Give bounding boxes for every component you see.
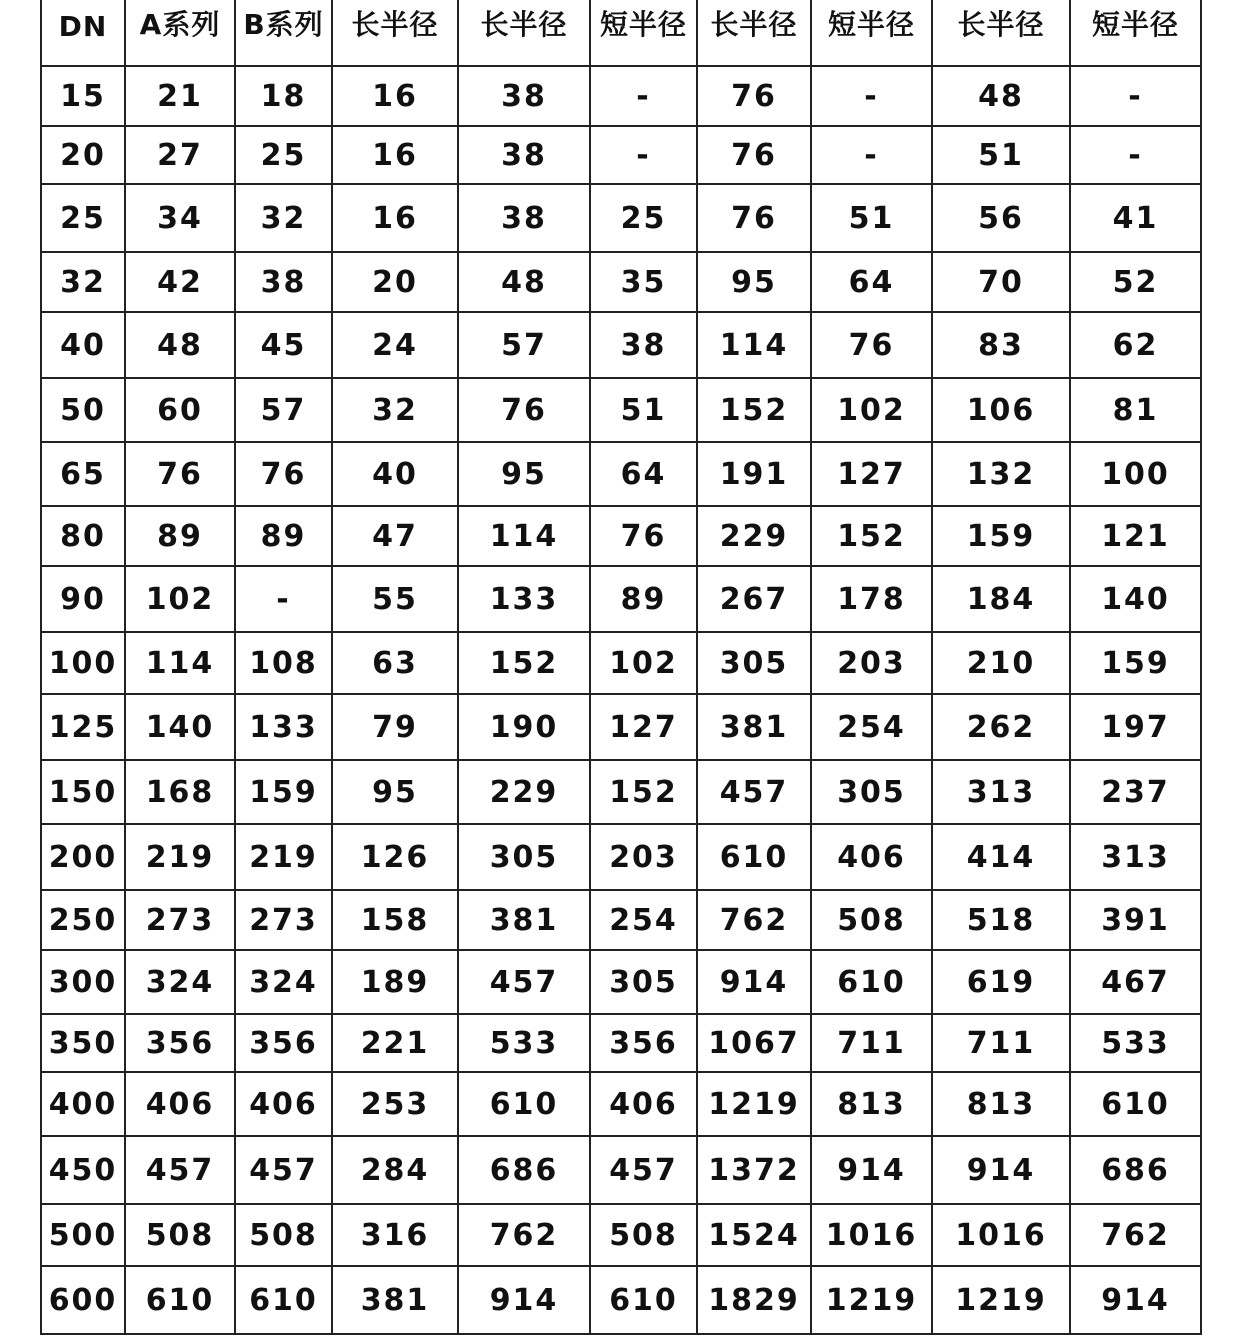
header-row bbox=[41, 0, 1201, 66]
table-cell: 40 bbox=[332, 442, 458, 506]
table-cell: 305 bbox=[458, 824, 590, 890]
table-cell: 1829 bbox=[697, 1266, 811, 1334]
table-cell: 219 bbox=[125, 824, 235, 890]
table-cell: 45 bbox=[235, 312, 332, 378]
table-cell: 51 bbox=[590, 378, 697, 442]
table-cell: 114 bbox=[697, 312, 811, 378]
table-cell: 95 bbox=[332, 760, 458, 824]
table-row bbox=[41, 184, 1201, 252]
table-row bbox=[41, 1266, 1201, 1334]
table-cell: 76 bbox=[590, 506, 697, 566]
table-cell: 62 bbox=[1070, 312, 1201, 378]
table-cell: 762 bbox=[458, 1204, 590, 1266]
table-cell: 114 bbox=[125, 632, 235, 694]
table-cell: 38 bbox=[458, 126, 590, 184]
table-cell: 51 bbox=[932, 126, 1070, 184]
table-cell: 57 bbox=[458, 312, 590, 378]
table-cell: 121 bbox=[1070, 506, 1201, 566]
dn-cell: 300 bbox=[41, 950, 125, 1014]
table-cell: 34 bbox=[125, 184, 235, 252]
table-row bbox=[41, 760, 1201, 824]
table-cell: 313 bbox=[1070, 824, 1201, 890]
pipe-dimension-table-wrapper bbox=[40, 0, 1202, 1335]
table-cell: 324 bbox=[125, 950, 235, 1014]
table-cell: 76 bbox=[811, 312, 932, 378]
table-cell: 152 bbox=[590, 760, 697, 824]
table-cell: 52 bbox=[1070, 252, 1201, 312]
table-row bbox=[41, 824, 1201, 890]
table-cell: 253 bbox=[332, 1072, 458, 1136]
table-cell: - bbox=[590, 66, 697, 126]
table-cell: 189 bbox=[332, 950, 458, 1014]
table-cell: 106 bbox=[932, 378, 1070, 442]
table-cell: 610 bbox=[1070, 1072, 1201, 1136]
table-cell: 152 bbox=[458, 632, 590, 694]
table-cell: 56 bbox=[932, 184, 1070, 252]
table-cell: 316 bbox=[332, 1204, 458, 1266]
table-cell: 184 bbox=[932, 566, 1070, 632]
table-cell: 21 bbox=[125, 66, 235, 126]
table-cell: 102 bbox=[811, 378, 932, 442]
table-row bbox=[41, 312, 1201, 378]
dn-cell: 20 bbox=[41, 126, 125, 184]
dn-cell: 350 bbox=[41, 1014, 125, 1072]
table-cell: 41 bbox=[1070, 184, 1201, 252]
pipe-dimension-table bbox=[40, 0, 1202, 1335]
table-cell: 76 bbox=[697, 66, 811, 126]
table-cell: 457 bbox=[697, 760, 811, 824]
table-cell: 221 bbox=[332, 1014, 458, 1072]
table-cell: 762 bbox=[1070, 1204, 1201, 1266]
table-cell: 81 bbox=[1070, 378, 1201, 442]
table-cell: 508 bbox=[235, 1204, 332, 1266]
table-cell: 203 bbox=[590, 824, 697, 890]
table-cell: 914 bbox=[1070, 1266, 1201, 1334]
table-cell: 457 bbox=[590, 1136, 697, 1204]
table-cell: 262 bbox=[932, 694, 1070, 760]
table-cell: 610 bbox=[811, 950, 932, 1014]
table-cell: 159 bbox=[1070, 632, 1201, 694]
table-cell: 254 bbox=[811, 694, 932, 760]
table-cell: 57 bbox=[235, 378, 332, 442]
table-cell: 1016 bbox=[932, 1204, 1070, 1266]
table-cell: 89 bbox=[235, 506, 332, 566]
table-cell: 219 bbox=[235, 824, 332, 890]
table-cell: 508 bbox=[125, 1204, 235, 1266]
table-cell: 18 bbox=[235, 66, 332, 126]
table-row bbox=[41, 1136, 1201, 1204]
dn-cell: 50 bbox=[41, 378, 125, 442]
table-cell: 508 bbox=[590, 1204, 697, 1266]
table-row bbox=[41, 1072, 1201, 1136]
table-row bbox=[41, 252, 1201, 312]
column-header: 短半径 bbox=[590, 0, 697, 66]
dn-cell: 200 bbox=[41, 824, 125, 890]
table-cell: 711 bbox=[932, 1014, 1070, 1072]
table-cell: 191 bbox=[697, 442, 811, 506]
table-cell: 914 bbox=[932, 1136, 1070, 1204]
table-cell: 1219 bbox=[811, 1266, 932, 1334]
table-cell: 267 bbox=[697, 566, 811, 632]
table-cell: 38 bbox=[458, 66, 590, 126]
column-header: 长半径 bbox=[332, 0, 458, 66]
table-cell: 406 bbox=[235, 1072, 332, 1136]
table-cell: 686 bbox=[458, 1136, 590, 1204]
table-cell: - bbox=[811, 66, 932, 126]
table-row bbox=[41, 378, 1201, 442]
table-cell: 133 bbox=[458, 566, 590, 632]
dn-cell: 15 bbox=[41, 66, 125, 126]
table-cell: 406 bbox=[125, 1072, 235, 1136]
table-cell: 533 bbox=[458, 1014, 590, 1072]
table-cell: 305 bbox=[811, 760, 932, 824]
table-cell: 100 bbox=[1070, 442, 1201, 506]
table-cell: 70 bbox=[932, 252, 1070, 312]
table-row bbox=[41, 126, 1201, 184]
table-cell: 102 bbox=[125, 566, 235, 632]
table-cell: 457 bbox=[458, 950, 590, 1014]
table-row bbox=[41, 890, 1201, 950]
column-header: B系列 bbox=[235, 0, 332, 66]
table-cell: 64 bbox=[811, 252, 932, 312]
table-row bbox=[41, 1204, 1201, 1266]
table-cell: 203 bbox=[811, 632, 932, 694]
column-header: 短半径 bbox=[1070, 0, 1201, 66]
table-cell: 190 bbox=[458, 694, 590, 760]
table-cell: 126 bbox=[332, 824, 458, 890]
column-header: 长半径 bbox=[697, 0, 811, 66]
table-cell: 414 bbox=[932, 824, 1070, 890]
table-cell: 38 bbox=[458, 184, 590, 252]
table-row bbox=[41, 1014, 1201, 1072]
table-cell: 914 bbox=[697, 950, 811, 1014]
table-cell: 127 bbox=[811, 442, 932, 506]
table-row bbox=[41, 566, 1201, 632]
table-cell: 610 bbox=[235, 1266, 332, 1334]
table-cell: 24 bbox=[332, 312, 458, 378]
table-cell: 229 bbox=[458, 760, 590, 824]
table-cell: 610 bbox=[697, 824, 811, 890]
table-cell: 273 bbox=[235, 890, 332, 950]
table-cell: 27 bbox=[125, 126, 235, 184]
table-cell: 35 bbox=[590, 252, 697, 312]
table-cell: 813 bbox=[811, 1072, 932, 1136]
table-cell: 79 bbox=[332, 694, 458, 760]
dn-cell: 500 bbox=[41, 1204, 125, 1266]
dn-cell: 65 bbox=[41, 442, 125, 506]
table-cell: 406 bbox=[590, 1072, 697, 1136]
table-row bbox=[41, 632, 1201, 694]
table-row bbox=[41, 442, 1201, 506]
table-cell: - bbox=[1070, 126, 1201, 184]
table-cell: 508 bbox=[811, 890, 932, 950]
table-cell: 284 bbox=[332, 1136, 458, 1204]
table-cell: 133 bbox=[235, 694, 332, 760]
table-cell: 711 bbox=[811, 1014, 932, 1072]
table-cell: 1219 bbox=[697, 1072, 811, 1136]
table-cell: 305 bbox=[590, 950, 697, 1014]
table-cell: 89 bbox=[125, 506, 235, 566]
table-cell: 76 bbox=[697, 184, 811, 252]
table-cell: 381 bbox=[458, 890, 590, 950]
table-cell: 381 bbox=[697, 694, 811, 760]
table-cell: 47 bbox=[332, 506, 458, 566]
table-cell: 95 bbox=[458, 442, 590, 506]
table-cell: 32 bbox=[332, 378, 458, 442]
table-cell: 76 bbox=[458, 378, 590, 442]
table-cell: 76 bbox=[697, 126, 811, 184]
dn-cell: 25 bbox=[41, 184, 125, 252]
table-row bbox=[41, 950, 1201, 1014]
table-cell: 356 bbox=[590, 1014, 697, 1072]
dn-cell: 90 bbox=[41, 566, 125, 632]
table-cell: 152 bbox=[811, 506, 932, 566]
dn-cell: 400 bbox=[41, 1072, 125, 1136]
table-cell: 42 bbox=[125, 252, 235, 312]
column-header: 长半径 bbox=[932, 0, 1070, 66]
table-cell: - bbox=[811, 126, 932, 184]
table-cell: 457 bbox=[235, 1136, 332, 1204]
table-cell: 16 bbox=[332, 184, 458, 252]
table-cell: 914 bbox=[811, 1136, 932, 1204]
table-cell: 32 bbox=[235, 184, 332, 252]
table-cell: 1524 bbox=[697, 1204, 811, 1266]
dn-cell: 150 bbox=[41, 760, 125, 824]
table-cell: 391 bbox=[1070, 890, 1201, 950]
table-cell: 610 bbox=[590, 1266, 697, 1334]
table-cell: 25 bbox=[235, 126, 332, 184]
dn-cell: 450 bbox=[41, 1136, 125, 1204]
table-cell: 254 bbox=[590, 890, 697, 950]
table-cell: 140 bbox=[1070, 566, 1201, 632]
dn-cell: 40 bbox=[41, 312, 125, 378]
table-cell: 762 bbox=[697, 890, 811, 950]
table-cell: 178 bbox=[811, 566, 932, 632]
table-cell: 64 bbox=[590, 442, 697, 506]
table-cell: 610 bbox=[458, 1072, 590, 1136]
table-cell: 140 bbox=[125, 694, 235, 760]
column-header: DN bbox=[41, 0, 125, 66]
table-cell: 76 bbox=[235, 442, 332, 506]
table-cell: 467 bbox=[1070, 950, 1201, 1014]
table-cell: 20 bbox=[332, 252, 458, 312]
table-cell: 273 bbox=[125, 890, 235, 950]
table-cell: 457 bbox=[125, 1136, 235, 1204]
table-cell: 356 bbox=[235, 1014, 332, 1072]
dn-cell: 600 bbox=[41, 1266, 125, 1334]
table-cell: 159 bbox=[235, 760, 332, 824]
table-cell: 381 bbox=[332, 1266, 458, 1334]
table-cell: 108 bbox=[235, 632, 332, 694]
table-cell: 38 bbox=[590, 312, 697, 378]
table-cell: 83 bbox=[932, 312, 1070, 378]
table-cell: 210 bbox=[932, 632, 1070, 694]
table-cell: 114 bbox=[458, 506, 590, 566]
table-cell: 127 bbox=[590, 694, 697, 760]
table-cell: 48 bbox=[125, 312, 235, 378]
table-cell: 38 bbox=[235, 252, 332, 312]
table-cell: - bbox=[590, 126, 697, 184]
table-cell: 89 bbox=[590, 566, 697, 632]
table-cell: 813 bbox=[932, 1072, 1070, 1136]
dn-cell: 125 bbox=[41, 694, 125, 760]
table-cell: 229 bbox=[697, 506, 811, 566]
table-cell: 1219 bbox=[932, 1266, 1070, 1334]
table-cell: 102 bbox=[590, 632, 697, 694]
table-row bbox=[41, 694, 1201, 760]
table-cell: 132 bbox=[932, 442, 1070, 506]
table-cell: 324 bbox=[235, 950, 332, 1014]
table-cell: 55 bbox=[332, 566, 458, 632]
table-cell: 533 bbox=[1070, 1014, 1201, 1072]
dn-cell: 100 bbox=[41, 632, 125, 694]
table-cell: 1067 bbox=[697, 1014, 811, 1072]
table-cell: 60 bbox=[125, 378, 235, 442]
table-row bbox=[41, 506, 1201, 566]
table-cell: 1016 bbox=[811, 1204, 932, 1266]
table-cell: 406 bbox=[811, 824, 932, 890]
table-cell: 48 bbox=[458, 252, 590, 312]
table-cell: 686 bbox=[1070, 1136, 1201, 1204]
column-header: 短半径 bbox=[811, 0, 932, 66]
dn-cell: 32 bbox=[41, 252, 125, 312]
table-cell: 197 bbox=[1070, 694, 1201, 760]
table-cell: 16 bbox=[332, 126, 458, 184]
table-cell: 356 bbox=[125, 1014, 235, 1072]
table-cell: 16 bbox=[332, 66, 458, 126]
table-cell: 237 bbox=[1070, 760, 1201, 824]
table-cell: 152 bbox=[697, 378, 811, 442]
dn-cell: 250 bbox=[41, 890, 125, 950]
column-header: 长半径 bbox=[458, 0, 590, 66]
table-cell: 313 bbox=[932, 760, 1070, 824]
table-cell: 95 bbox=[697, 252, 811, 312]
dn-cell: 80 bbox=[41, 506, 125, 566]
table-cell: 305 bbox=[697, 632, 811, 694]
table-cell: 159 bbox=[932, 506, 1070, 566]
table-cell: 158 bbox=[332, 890, 458, 950]
column-header: A系列 bbox=[125, 0, 235, 66]
table-row bbox=[41, 66, 1201, 126]
table-cell: 76 bbox=[125, 442, 235, 506]
table-cell: 1372 bbox=[697, 1136, 811, 1204]
table-cell: - bbox=[1070, 66, 1201, 126]
table-cell: - bbox=[235, 566, 332, 632]
table-cell: 48 bbox=[932, 66, 1070, 126]
table-cell: 168 bbox=[125, 760, 235, 824]
table-cell: 25 bbox=[590, 184, 697, 252]
table-cell: 63 bbox=[332, 632, 458, 694]
table-cell: 619 bbox=[932, 950, 1070, 1014]
table-cell: 610 bbox=[125, 1266, 235, 1334]
table-cell: 51 bbox=[811, 184, 932, 252]
table-cell: 914 bbox=[458, 1266, 590, 1334]
table-cell: 518 bbox=[932, 890, 1070, 950]
